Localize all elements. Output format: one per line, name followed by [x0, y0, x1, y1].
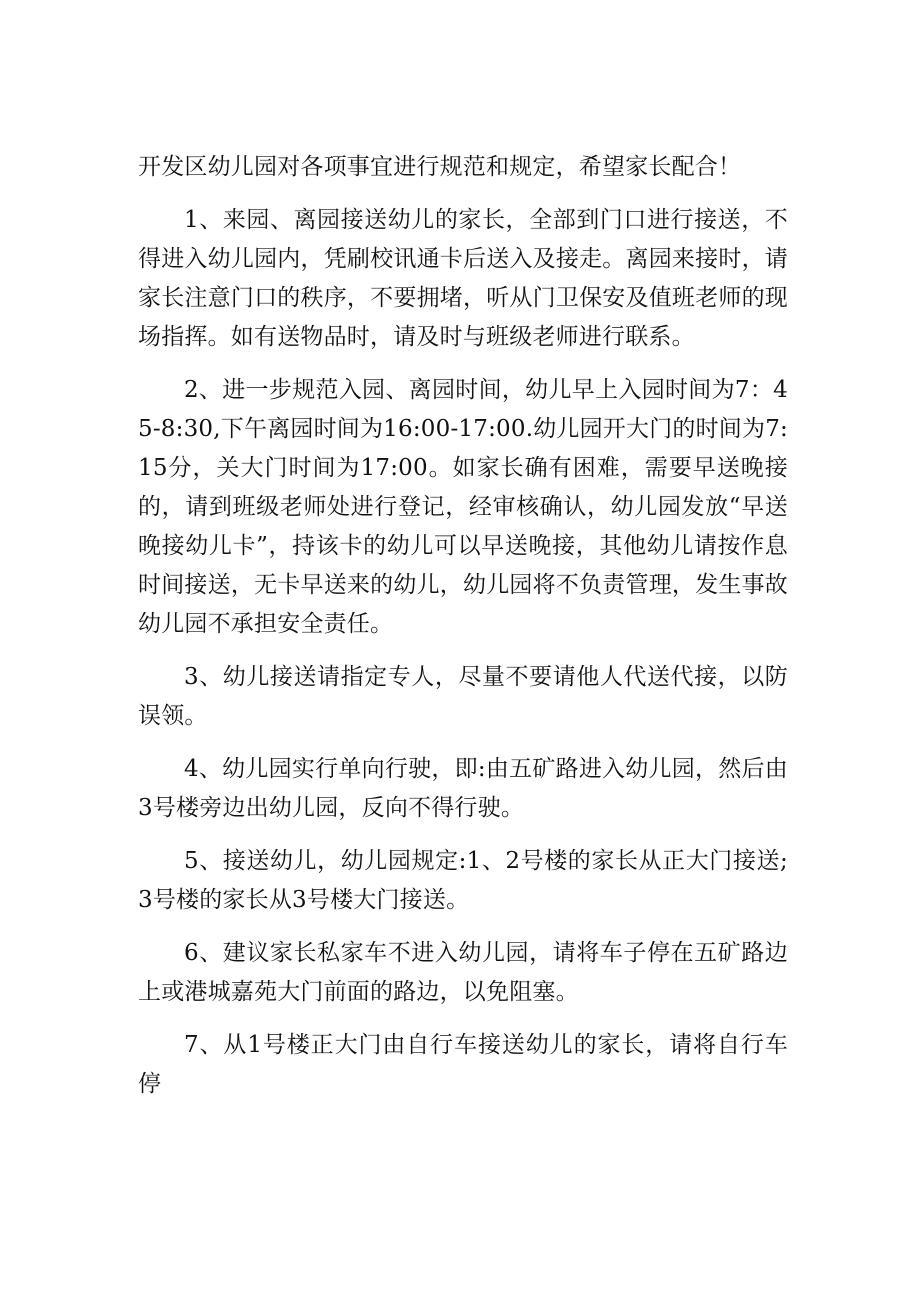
rule-3-paragraph: 3、幼儿接送请指定专人，尽量不要请他人代送代接，以防误领。	[138, 664, 788, 729]
rule-6-paragraph: 6、建议家长私家车不进入幼儿园，请将车子停在五矿路边上或港城嘉苑大门前面的路边，以免阻塞。	[138, 940, 788, 1005]
rule-2-paragraph: 2、进一步规范入园、离园时间，幼儿早上入园时间为7：45-8:30,下午离园时间为16:00-17:00.幼儿园开大门的时间为7:15分，关大门时间为17:00。如家长确有困难，需要早送晚接的，请到班级老师处进行登记，经审核确认，幼儿园发放“早送晚接幼儿卡”，持该卡的幼儿可以早送晚接，其他幼儿请按作息时间接送，无卡早送来的幼儿，幼儿园将不负责管理，发生事故幼儿园不承担安全责任。	[138, 377, 788, 637]
rule-5-paragraph: 5、接送幼儿，幼儿园规定:1、2号楼的家长从正大门接送;3号楼的家长从3号楼大门接送。	[138, 848, 788, 913]
rule-7-paragraph: 7、从1号楼正大门由自行车接送幼儿的家长，请将自行车停	[138, 1032, 788, 1097]
rule-4-paragraph: 4、幼儿园实行单向行驶，即:由五矿路进入幼儿园，然后由3号楼旁边出幼儿园，反向不得行驶。	[138, 756, 788, 821]
rule-1-paragraph: 1、来园、离园接送幼儿的家长，全部到门口进行接送，不得进入幼儿园内，凭刷校讯通卡后送入及接走。离园来接时，请家长注意门口的秩序，不要拥堵，听从门卫保安及值班老师的现场指挥。如有送物品时，请及时与班级老师进行联系。	[138, 207, 788, 350]
intro-paragraph: 开发区幼儿园对各项事宜进行规范和规定，希望家长配合！	[138, 154, 742, 180]
document-body	[138, 148, 788, 1118]
